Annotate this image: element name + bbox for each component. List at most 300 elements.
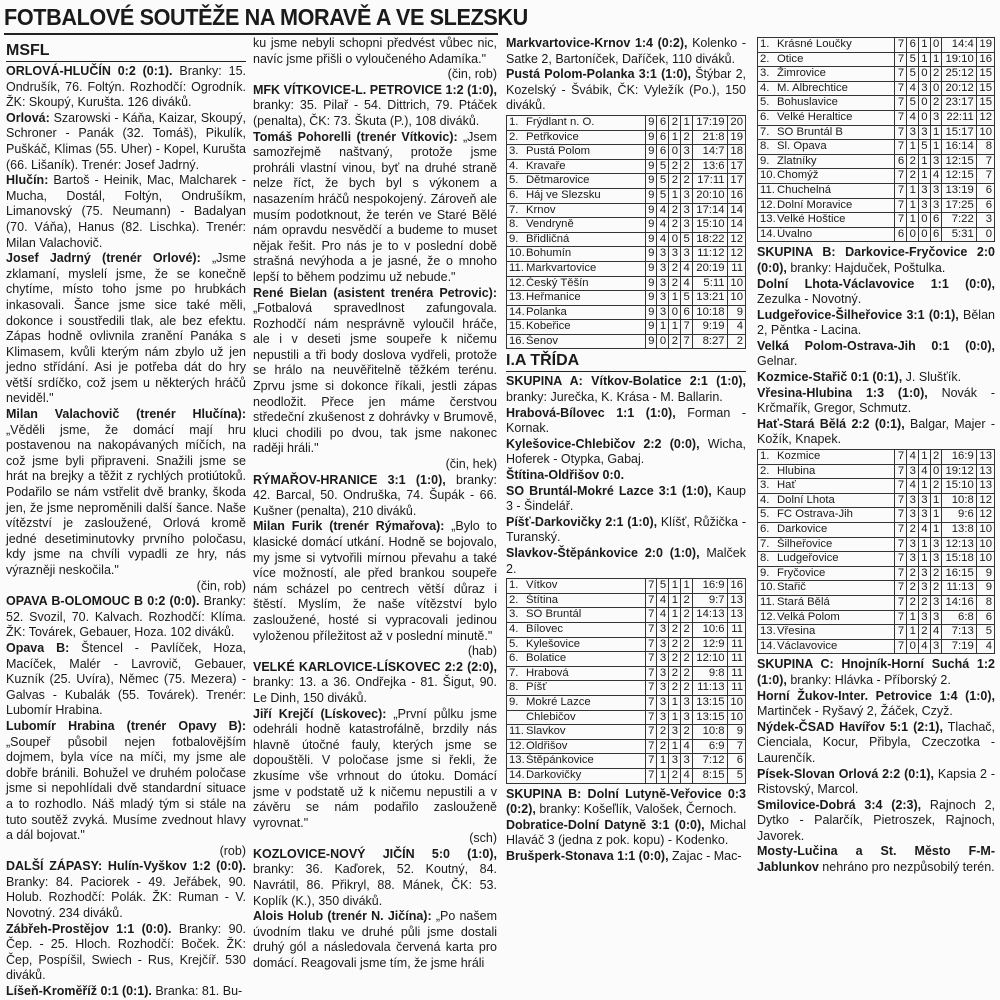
match-headline: Alois Holub (trenér N. Jičína): (253, 909, 432, 924)
stat-cell: 4 (657, 232, 669, 247)
match-headline: Mosty-Lučina a St. Město F-M-Jablunkov (757, 844, 995, 875)
stat-cell: 2 (681, 652, 693, 667)
paragraph-text: nehráno pro nezpůsobilý terén. (818, 860, 995, 875)
team-name (507, 174, 646, 189)
table-row (758, 479, 995, 494)
paragraph (6, 922, 246, 984)
rank: 2. (760, 52, 770, 65)
stat-cell: 10 (976, 537, 994, 552)
stat-cell: 2 (681, 159, 693, 174)
team-name (507, 637, 646, 652)
table-row (758, 183, 995, 198)
stat-cell: 2 (681, 725, 693, 740)
stat-cell: 2 (681, 666, 693, 681)
table-row (758, 523, 995, 538)
stat-cell: 2 (669, 203, 681, 218)
stat-cell: 13 (727, 608, 745, 623)
paragraph-text: Martinček - Ryšavý 2, Žáček, Czyž. (757, 704, 953, 719)
stat-cell: 7 (895, 625, 907, 640)
paragraph (506, 787, 746, 818)
team: Kylešovice (526, 637, 580, 650)
stat-cell: 7 (976, 154, 994, 169)
stat-cell: 1 (930, 508, 942, 523)
stat-cell: 12 (976, 110, 994, 125)
stat-cell: 2 (907, 169, 919, 184)
stat-cell: 7 (645, 652, 657, 667)
stat-cell: 14 (727, 218, 745, 233)
table-row (758, 566, 995, 581)
author-initials: (čin, rob) (447, 67, 497, 82)
match-headline: DALŠÍ ZÁPASY: Hulín-Vyškov 1:2 (0:0). (6, 859, 246, 874)
table-row (507, 666, 746, 681)
stat-cell: 14:16 (942, 595, 976, 610)
stat-cell: 7 (645, 593, 657, 608)
stat-cell: 4 (918, 523, 930, 538)
table-row (507, 218, 746, 233)
stat-cell: 11 (727, 652, 745, 667)
team: Stařič (777, 581, 806, 594)
team: Petřkovice (526, 130, 579, 143)
stat-cell: 8:15 (692, 768, 727, 783)
match-headline: Písek-Slovan Orlová 2:2 (0:1), (757, 766, 934, 781)
stat-cell: 9 (645, 247, 657, 262)
stat-cell: 7 (681, 320, 693, 335)
table-row (758, 227, 995, 242)
stat-cell: 1 (930, 523, 942, 538)
team-name (758, 464, 895, 479)
table-row (758, 450, 995, 465)
stat-cell: 16:15 (942, 566, 976, 581)
paragraph (6, 251, 246, 407)
stat-cell: 2 (669, 218, 681, 233)
stat-cell: 3 (930, 639, 942, 654)
rank: 16. (509, 334, 525, 347)
match-headline: SKUPINA B: Darkovice-Fryčovice 2:0 (0:0), (757, 245, 995, 275)
table-row (758, 537, 995, 552)
rank: 3. (509, 608, 519, 621)
stat-cell: 7 (895, 140, 907, 155)
paragraph-text: branky: Hajduček, Poštulka. (786, 260, 946, 275)
stat-cell: 15 (976, 96, 994, 111)
stat-cell: 2 (907, 523, 919, 538)
team: Sl. Opava (777, 140, 827, 153)
stat-cell: 18:22 (692, 232, 727, 247)
match-headline: Smilovice-Dobrá 3:4 (2:3), (757, 797, 922, 812)
table-row (758, 508, 995, 523)
table-row (758, 213, 995, 228)
stat-cell: 0 (976, 227, 994, 242)
stat-cell: 3 (657, 637, 669, 652)
match-headline: Brušperk-Stonava 1:1 (0:0), (506, 848, 669, 863)
paragraph-text: Štýbar 2, Kozelský - Švábik, ČK: Vyležík (Po.), 150 diváků. (506, 67, 747, 113)
table-row (507, 115, 746, 130)
rank: 9. (760, 566, 770, 579)
rank: 2. (509, 593, 519, 606)
paragraph-text: branky: 42. Barcal, 50. Ondruška, 74. Šupák - 66. Kušner (penalta), 210 diváků. (253, 472, 497, 518)
team: Heřmanice (526, 291, 581, 304)
team-name (758, 38, 895, 53)
stat-cell: 7 (645, 739, 657, 754)
stat-cell: 3 (657, 681, 669, 696)
paragraph-text: Kapsia 2 - Ristovský, Marcol. (757, 766, 995, 797)
paragraph-text: „První půlku jsme odehráli hodně katastrofálně, brzdily nás hlavně útočné fauly, kterých jsme se dopouštěli. V poločase jsme si řekli, že zkusíme vše vrhnout do útoku. Domácí jsme v podstatě už k ničemu nepustili a v závěru se nám podařilo zaslouženě vyrovnat." (253, 706, 497, 830)
team-name (758, 183, 895, 198)
stat-cell: 9 (645, 159, 657, 174)
stat-cell: 1 (907, 610, 919, 625)
stat-cell: 7 (895, 581, 907, 596)
stat-cell: 6:9 (692, 739, 727, 754)
stat-cell: 2 (727, 334, 745, 349)
stat-cell: 3 (918, 81, 930, 96)
team-name (507, 320, 646, 335)
stat-cell: 2 (669, 666, 681, 681)
rank: 11. (760, 183, 775, 196)
paragraph-text: Klíšť, Růžička - Turanský. (506, 514, 746, 545)
stat-cell: 3 (657, 276, 669, 291)
stat-cell: 3 (681, 145, 693, 160)
table-row (507, 637, 746, 652)
stat-cell: 5 (681, 232, 693, 247)
team-name (507, 115, 646, 130)
stat-cell: 7 (895, 508, 907, 523)
match-headline: Hlučín: (6, 173, 49, 188)
team-name (758, 81, 895, 96)
stat-cell: 2 (669, 174, 681, 189)
team: Žimrovice (777, 67, 826, 80)
stat-cell: 3 (918, 581, 930, 596)
team-name (507, 247, 646, 262)
rank: 7. (760, 537, 770, 550)
stat-cell: 13:8 (942, 523, 976, 538)
stat-cell: 0 (669, 305, 681, 320)
match-headline: SKUPINA C: Hnojník-Horní Suchá 1:2 (1:0), (757, 657, 995, 687)
match-headline: Vřesina-Hlubina 1:3 (1:0), (757, 385, 928, 400)
rank: 7. (760, 125, 770, 138)
stat-cell: 2 (657, 739, 669, 754)
paragraph (6, 407, 246, 579)
paragraph-text: Rajnoch 2, Dytko - Palarčík, Pietroszek, Rajnoch, Javorek. (757, 797, 995, 843)
stat-cell: 11 (727, 261, 745, 276)
stat-cell: 4 (918, 464, 930, 479)
team-name (758, 479, 895, 494)
team-name (507, 291, 646, 306)
table-row (507, 681, 746, 696)
match-headline: Milan Furik (trenér Rýmařova): (253, 519, 445, 534)
team: Otice (777, 52, 804, 65)
stat-cell: 8 (976, 140, 994, 155)
rank: 9. (509, 232, 519, 245)
stat-cell: 9 (727, 725, 745, 740)
paragraph (757, 277, 995, 308)
stat-cell: 4 (930, 169, 942, 184)
team: FC Ostrava-Jih (777, 508, 853, 521)
match-headline: RÝMAŘOV-HRANICE 3:1 (1:0), (253, 472, 446, 487)
stat-cell: 3 (681, 247, 693, 262)
stat-cell: 1 (918, 537, 930, 552)
stat-cell: 3 (681, 203, 693, 218)
paragraph (6, 64, 246, 111)
stat-cell: 6:8 (942, 610, 976, 625)
table-row (507, 305, 746, 320)
stat-cell: 10 (976, 552, 994, 567)
team-name (758, 537, 895, 552)
team-name (758, 523, 895, 538)
stat-cell: 8 (976, 595, 994, 610)
stat-cell: 12 (976, 508, 994, 523)
stat-cell: 5:31 (942, 227, 976, 242)
stat-cell: 0 (918, 67, 930, 82)
team: Dolní Moravice (777, 198, 853, 211)
stat-cell: 2 (681, 608, 693, 623)
stat-cell: 14:7 (692, 145, 727, 160)
rank: 8. (509, 218, 519, 231)
team: Slavkov (526, 725, 566, 738)
stat-cell: 17 (727, 174, 745, 189)
section-heading: MSFL (6, 42, 246, 62)
paragraph-text: Zezulka - Novotný. (757, 292, 862, 307)
match-headline: Milan Valachovič (trenér Hlučína): (6, 407, 246, 422)
team-name (758, 581, 895, 596)
paragraph-text: „Jsme zklamaní, myslelí jsme, že se konečně chytíme, místo toho jsme po hrubkách inkasovali. Šance jsme sice také měli, dokonce i soustředili tlak, ale bez efektu. Zápas hodně ovlivnila zranění Panáka s Klimasem, kvůli kterým nám zbylo už jen jedno střídání. Asi je potřeba dát do hry větší srdíčko, což jsem u některých hráčů neviděl." (6, 251, 246, 406)
team-name (507, 608, 646, 623)
stat-cell: 19:12 (942, 464, 976, 479)
team: Polanka (526, 305, 567, 318)
stat-cell: 7 (645, 710, 657, 725)
stat-cell: 4 (727, 320, 745, 335)
team: Český Těšín (526, 276, 589, 289)
stat-cell: 0 (669, 232, 681, 247)
stat-cell: 0 (907, 227, 919, 242)
team-name (507, 622, 646, 637)
rank: 3. (760, 67, 770, 80)
team-name (758, 595, 895, 610)
match-headline: Dobratice-Dolní Datyně 3:1 (0:0), (506, 817, 705, 832)
team-name (507, 768, 646, 783)
stat-cell: 2 (907, 595, 919, 610)
team-name (758, 508, 895, 523)
team-name (507, 334, 646, 349)
stat-cell: 2 (669, 681, 681, 696)
column-2 (253, 36, 497, 972)
paragraph (253, 660, 497, 707)
stat-cell: 16:14 (942, 140, 976, 155)
stat-cell: 12:9 (692, 637, 727, 652)
stat-cell: 1 (907, 140, 919, 155)
rank: 9. (760, 154, 770, 167)
team: Bohumín (526, 247, 572, 260)
stat-cell: 3 (907, 125, 919, 140)
stat-cell: 9 (645, 203, 657, 218)
rank: 6. (760, 110, 770, 123)
stat-cell: 10 (976, 523, 994, 538)
table-row (758, 493, 995, 508)
stat-cell: 4 (907, 81, 919, 96)
stat-cell: 8:27 (692, 334, 727, 349)
rank: 10. (760, 169, 776, 182)
stat-cell: 7 (895, 610, 907, 625)
rank: 2. (509, 130, 519, 143)
stat-cell: 7 (895, 169, 907, 184)
table-row (758, 110, 995, 125)
stat-cell: 16:9 (692, 579, 727, 594)
stat-cell: 0 (930, 38, 942, 53)
stat-cell: 3 (918, 125, 930, 140)
stat-cell: 3 (681, 710, 693, 725)
stat-cell: 3 (657, 695, 669, 710)
paragraph-text: Zajac - Mac- (668, 848, 742, 863)
table-row (507, 291, 746, 306)
paragraph (6, 173, 246, 251)
team-name (507, 203, 646, 218)
rank: 7. (509, 666, 519, 679)
rank: 6. (509, 188, 519, 201)
team-name (507, 145, 646, 160)
stat-cell: 3 (657, 247, 669, 262)
stat-cell: 1 (907, 183, 919, 198)
stat-cell: 19:10 (942, 52, 976, 67)
rank: 14. (760, 639, 776, 652)
paragraph (253, 519, 497, 644)
stat-cell: 3 (930, 595, 942, 610)
team: Velká Polom (777, 610, 840, 623)
rank: 8. (760, 140, 770, 153)
team-name (758, 639, 895, 654)
stat-cell: 12 (976, 493, 994, 508)
paragraph-text: „Po našem úvodním tlaku ve druhé půli jsme dostali druhý gól a následovala červená karta pro domácí. Reagovali jsme tím, že jsme hráli (253, 909, 497, 971)
match-headline: SKUPINA A: Vítkov-Bolatice 2:1 (1:0), (506, 374, 746, 389)
table-row (507, 608, 746, 623)
paragraph (757, 417, 995, 448)
team-name (507, 754, 646, 769)
stat-cell: 2 (907, 154, 919, 169)
stat-cell: 2 (681, 681, 693, 696)
paragraph-text: Forman - Kornak. (506, 405, 746, 436)
stat-cell: 7 (645, 754, 657, 769)
stat-cell: 0 (918, 110, 930, 125)
match-headline: Hrabová-Bílovec 1:1 (1:0), (506, 405, 676, 420)
paragraph (757, 767, 995, 798)
table-row (758, 154, 995, 169)
stat-cell: 2 (669, 652, 681, 667)
stat-cell: 7 (645, 579, 657, 594)
rank: 4. (760, 81, 770, 94)
rank: 4. (509, 622, 519, 635)
match-headline: Kozmice-Stařič 0:1 (0:1), (757, 370, 903, 385)
stat-cell: 3 (930, 610, 942, 625)
stat-cell: 3 (918, 508, 930, 523)
paragraph-text: Kaup 3 - Šindelář. (506, 483, 746, 514)
stat-cell: 14 (727, 203, 745, 218)
rank: 7. (509, 203, 519, 216)
team: Mokré Lazce (526, 695, 591, 708)
match-headline: Dolní Lhota-Václavovice 1:1 (0:0), (757, 276, 995, 291)
stat-cell: 11 (727, 622, 745, 637)
rank: 12. (760, 198, 776, 211)
stat-cell: 9:6 (942, 508, 976, 523)
team-name (507, 261, 646, 276)
stat-cell: 1 (669, 608, 681, 623)
author-initials: (sch) (469, 831, 497, 846)
stat-cell: 7 (895, 110, 907, 125)
stat-cell: 10 (727, 276, 745, 291)
stat-cell: 9 (645, 188, 657, 203)
stat-cell: 17:14 (692, 203, 727, 218)
team: SO Bruntál B (777, 125, 843, 138)
stat-cell: 10:8 (692, 725, 727, 740)
table-row (507, 130, 746, 145)
rank: 4. (760, 493, 770, 506)
stat-cell: 16 (976, 52, 994, 67)
stat-cell: 1 (918, 552, 930, 567)
paragraph (757, 370, 995, 386)
team: Chomýž (777, 169, 819, 182)
team: Píšť (526, 681, 547, 694)
team-name (507, 159, 646, 174)
stat-cell: 7 (645, 637, 657, 652)
stat-cell: 16 (727, 579, 745, 594)
stat-cell: 7 (895, 464, 907, 479)
rank: 13. (509, 754, 525, 767)
team: Fryčovice (777, 566, 826, 579)
rank: 1. (760, 450, 770, 463)
stat-cell: 13:6 (692, 159, 727, 174)
stat-cell: 6 (657, 130, 669, 145)
match-headline: OPAVA B-OLOMOUC B 0:2 (0:0). (6, 594, 200, 609)
stat-cell: 0 (669, 145, 681, 160)
standings-table (506, 578, 746, 783)
team: Ludgeřovice (777, 552, 839, 565)
stat-cell: 3 (657, 261, 669, 276)
paragraph-text: J. Slušťík. (902, 370, 962, 385)
stat-cell: 13:21 (692, 291, 727, 306)
table-row (507, 188, 746, 203)
paragraph-text: Bartoš - Heinik, Mac, Malcharek - Mucha, Dostál, Foltýn, Ondrušíkm, Limanovský (75. Neumann) - Badalyan (70. Váňa), Hanus (82. Lischka). Trenér: Milan Valachovič. (6, 173, 246, 250)
paragraph-text: Branky: 15. Ondrušík, 76. Foltýn. Rozhodčí: Ogrodník. ŽK: Skoupý, Kurušta. 126 diváků. (6, 64, 246, 110)
stat-cell: 23:17 (942, 96, 976, 111)
paragraph (757, 386, 995, 417)
rank: 5. (509, 637, 519, 650)
stat-cell: 7 (727, 739, 745, 754)
stat-cell: 13 (727, 593, 745, 608)
paragraph-text: Malček 2. (506, 546, 746, 576)
paragraph-text: Branky: 90. Čep. - 25. Hloch. Rozhodčí: Boček. ŽK: Čep, Pospíšil, Swiech - Rus, Krejčíř. 530 diváků. (6, 921, 246, 983)
stat-cell: 4 (907, 479, 919, 494)
stat-cell: 15:17 (942, 125, 976, 140)
stat-cell: 13 (976, 464, 994, 479)
team: Vendryně (526, 218, 574, 231)
stat-cell: 7 (895, 595, 907, 610)
stat-cell: 2 (681, 130, 693, 145)
rank: 6. (760, 523, 770, 535)
match-headline: Nýdek-ČSAD Havířov 5:1 (2:1), (757, 719, 943, 734)
rank: 11. (760, 595, 775, 608)
paragraph-text: Branky: 84. Paciorek - 49. Jeřábek, 90. Holub. Rozhodčí: Polák. ŽK: Ruman - V. Novotný. 234 diváků. (6, 874, 246, 921)
team-name (758, 110, 895, 125)
stat-cell: 7 (895, 523, 907, 538)
team-name (507, 666, 646, 681)
rank: 14. (509, 305, 525, 318)
stat-cell: 3 (657, 666, 669, 681)
paragraph-text: Balgar, Majer - Kožík, Knapek. (757, 416, 995, 447)
table-row (507, 320, 746, 335)
table-row (758, 639, 995, 654)
table-row (758, 67, 995, 82)
match-headline: Horní Žukov-Inter. Petrovice 1:4 (1:0), (757, 688, 995, 703)
stat-cell: 3 (907, 493, 919, 508)
stat-cell: 19 (976, 38, 994, 53)
stat-cell: 9 (976, 566, 994, 581)
section-heading: I.A TŘÍDA (506, 352, 746, 372)
